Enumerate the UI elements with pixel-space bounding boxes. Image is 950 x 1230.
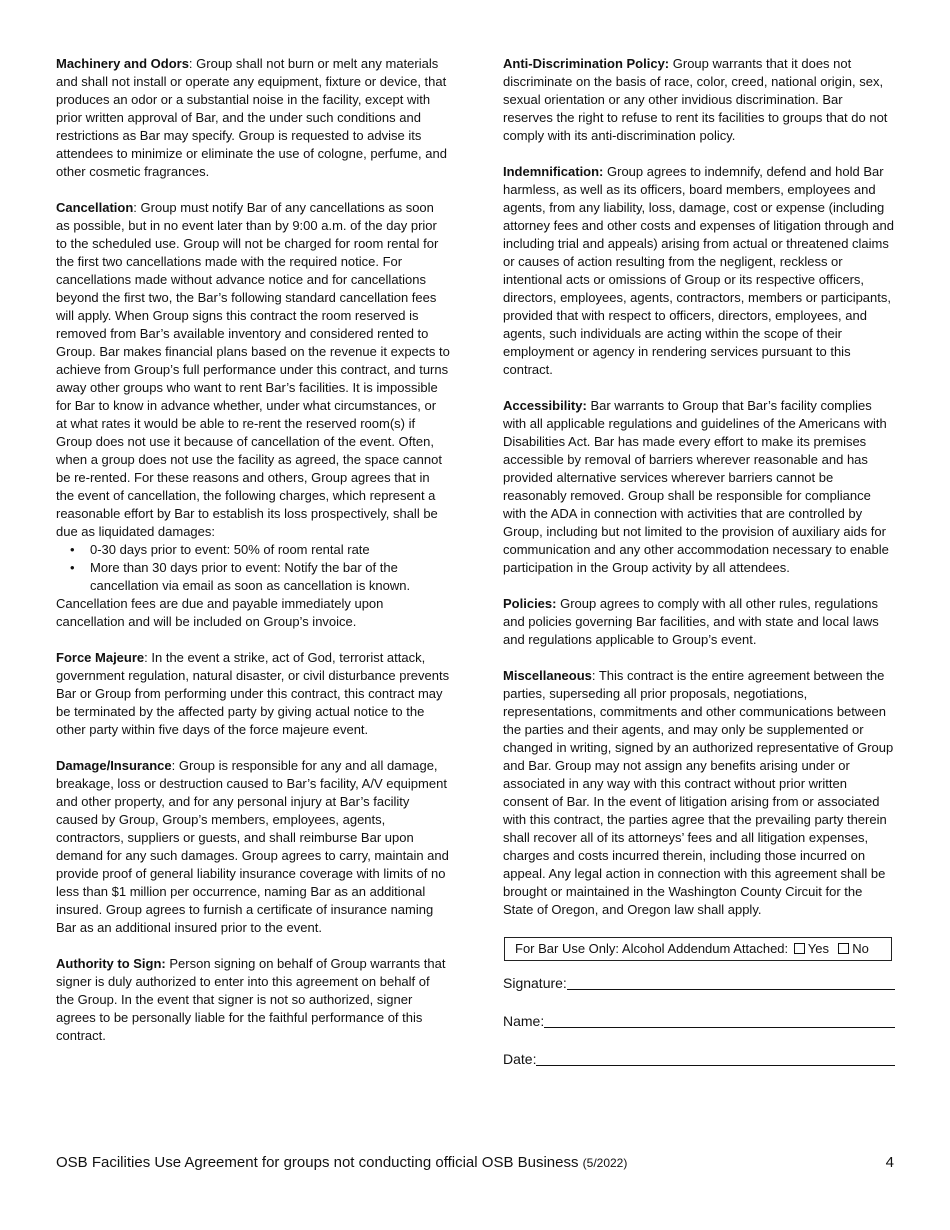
section-heading: Cancellation bbox=[56, 200, 134, 215]
yes-label: Yes bbox=[807, 941, 829, 956]
page-footer bbox=[56, 1154, 894, 1171]
right-column bbox=[503, 55, 895, 1087]
section-heading: Accessibility: bbox=[503, 398, 587, 413]
force-majeure-section bbox=[56, 649, 450, 739]
no-checkbox[interactable] bbox=[838, 943, 849, 954]
section-text: : This contract is the entire agreement between the parties, superseding all prior proposals, negotiations, representations, commitments and other communications between the parties and their agents, and may only be supplemented or changed in writing, signed by an authorized representative of Group and Bar. Group may not assign any benefits arising under or associated in any way with this contract without prior written consent of Bar. In the event of litigation arising from or associated with this contract, the parties agree that the prevailing party therein shall recover all of its attorneys’ fees and all litigation expenses, charges and costs incurred therein, including those incurred on appeal. Any legal action in connection with this agreement shall be brought or maintained in the Washington County Circuit for the State of Oregon, and Oregon law shall apply. bbox=[503, 668, 894, 917]
section-text: : Group must notify Bar of any cancellations as soon as possible, but in no event later than by 9:00 a.m. of the day prior to the scheduled use. Group will not be charged for room rental for the first two cancellations made with the required notice. For cancellations made without advance notice and for cancellations beyond the first two, the Bar’s following standard cancellation fees will apply. When Group signs this contract the room reserved is removed from Bar’s available inventory and considered rented to Group. Bar makes financial plans based on the revenue it expects to achieve from Group’s full performance under this contract, and turns away other groups who want to rent Bar’s facilities. It is impossible for Bar to know in advance whether, under what circumstances, or at what rates it would be able to re-rent the reserved room(s) if Group does not use it because of cancellation of the event. Often, when a group does not use the facility as agreed, the space cannot be re-rented. For these reasons and others, Group agrees that in the event of cancellation, the following charges, which represent a reasonable effort by Bar to establish its loss prospectively, shall be due as liquidated damages: bbox=[56, 200, 450, 539]
section-heading: Authority to Sign: bbox=[56, 956, 166, 971]
section-heading: Miscellaneous bbox=[503, 668, 592, 683]
name-field[interactable] bbox=[503, 1011, 895, 1030]
alcohol-addendum-box bbox=[504, 937, 892, 961]
date-label: Date: bbox=[503, 1051, 537, 1067]
cancellation-tail: Cancellation fees are due and payable immediately upon cancellation and will be included on Group’s invoice. bbox=[56, 596, 384, 629]
cancellation-fee-list bbox=[56, 541, 450, 595]
date-field[interactable] bbox=[503, 1049, 895, 1068]
no-label: No bbox=[852, 941, 869, 956]
section-text: Person signing on behalf of Group warrants that signer is duly authorized to enter into this agreement on behalf of the Group. In the event that signer is not so authorized, signer agrees to be personally liable for the faithful performance of this contract. bbox=[56, 956, 446, 1043]
footer-title: OSB Facilities Use Agreement for groups not conducting official OSB Business bbox=[56, 1154, 579, 1171]
policies-section bbox=[503, 595, 895, 649]
section-text: : In the event a strike, act of God, terrorist attack, government regulation, natural disaster, or civil disturbance prevents Bar or Group from performing under this contract, this contract may be terminated by the affected party by giving actual notice to the other party within five days of the force majeure event. bbox=[56, 650, 450, 737]
section-text: Bar warrants to Group that Bar’s facility complies with all applicable regulations and guidelines of the Americans with Disabilities Act. Bar has made every effort to make its premises accessible by removal of barriers wherever reasonable and has provided alternative services wherever barriers cannot be reasonably removed. Group shall be responsible for compliance with the ADA in connection with activities that are controlled by Group, including but not limited to the provision of auxiliary aids for communication and any other accommodation necessary to enable participation in the Group activity by all attendees. bbox=[503, 398, 889, 575]
machinery-section bbox=[56, 55, 450, 181]
section-heading: Policies: bbox=[503, 596, 557, 611]
signature-field[interactable] bbox=[503, 973, 895, 992]
anti-discrimination-section bbox=[503, 55, 895, 145]
footer-version: (5/2022) bbox=[582, 1156, 628, 1170]
date-line[interactable] bbox=[536, 1051, 895, 1066]
page-number: 4 bbox=[885, 1154, 894, 1171]
section-text: Group agrees to indemnify, defend and hold Bar harmless, as well as its officers, board members, employees and agents, from any liability, loss, damage, cost or expense (including attorney fees and other costs and expenses of litigation through and including trial and appeals) arising from actual or threatened claims or causes of action resulting from the negligent, reckless or intentional acts or omissions of Group or its respective officers, directors, employees, agents, contractors, members or participants, provided that with respect to officers, directors, employees, and agents, such individuals are acting within the scope of their employment or agency in rendering services pursuant to this contract. bbox=[503, 164, 894, 377]
accessibility-section bbox=[503, 397, 895, 577]
section-text: Group agrees to comply with all other rules, regulations and policies governing Bar facilities, and with state and local laws and regulations applicable to Group’s event. bbox=[503, 596, 879, 647]
footer-title-wrap bbox=[56, 1154, 627, 1171]
section-text: Group warrants that it does not discriminate on the basis of race, color, creed, national origin, sex, sexual orientation or any other invidious discrimination. Bar reserves the right to refuse to rent its facilities to groups that do not comply with its anti-discrimination policy. bbox=[503, 56, 888, 143]
section-heading: Anti-Discrimination Policy: bbox=[503, 56, 670, 71]
section-heading: Indemnification: bbox=[503, 164, 604, 179]
yes-checkbox[interactable] bbox=[794, 943, 805, 954]
section-heading: Damage/Insurance bbox=[56, 758, 172, 773]
signature-line[interactable] bbox=[567, 975, 895, 990]
signature-label: Signature: bbox=[503, 975, 567, 991]
miscellaneous-section bbox=[503, 667, 895, 919]
addendum-label: For Bar Use Only: Alcohol Addendum Attached: bbox=[515, 941, 792, 956]
left-column bbox=[56, 55, 450, 1063]
authority-section bbox=[56, 955, 450, 1045]
section-heading: Force Majeure bbox=[56, 650, 145, 665]
cancellation-section bbox=[56, 199, 450, 631]
indemnification-section bbox=[503, 163, 895, 379]
section-heading: Machinery and Odors bbox=[56, 56, 189, 71]
name-line[interactable] bbox=[544, 1013, 895, 1028]
name-label: Name: bbox=[503, 1013, 545, 1029]
section-text: : Group shall not burn or melt any materials and shall not install or operate any equipment, fixture or device, that produces an odor or a substantial noise in the facility, except with prior written approval of Bar, and the under such conditions and restrictions as Bar may specify. Group is requested to advise its attendees to minimize or eliminate the use of cologne, perfume, and other cosmetic fragrances. bbox=[56, 56, 447, 179]
section-text: : Group is responsible for any and all damage, breakage, loss or destruction caused to Bar’s facility, A/V equipment and other property, and for any personal injury at Bar’s facility caused by Group, Group’s members, employees, agents, contractors, suppliers or guests, and shall reimburse Bar upon demand for any such damages. Group agrees to carry, maintain and provide proof of general liability insurance coverage with limits of no less than $1 million per occurrence, naming Bar as an additional insured. Group agrees to furnish a certificate of insurance naming Bar as an additional insured prior to the event. bbox=[56, 758, 449, 935]
list-item: • 0-30 days prior to event: 50% of room rental rate bbox=[90, 541, 450, 559]
damage-insurance-section bbox=[56, 757, 450, 937]
list-item: • More than 30 days prior to event: Notify the bar of the cancellation via email as soon as cancellation is known. bbox=[90, 559, 450, 595]
